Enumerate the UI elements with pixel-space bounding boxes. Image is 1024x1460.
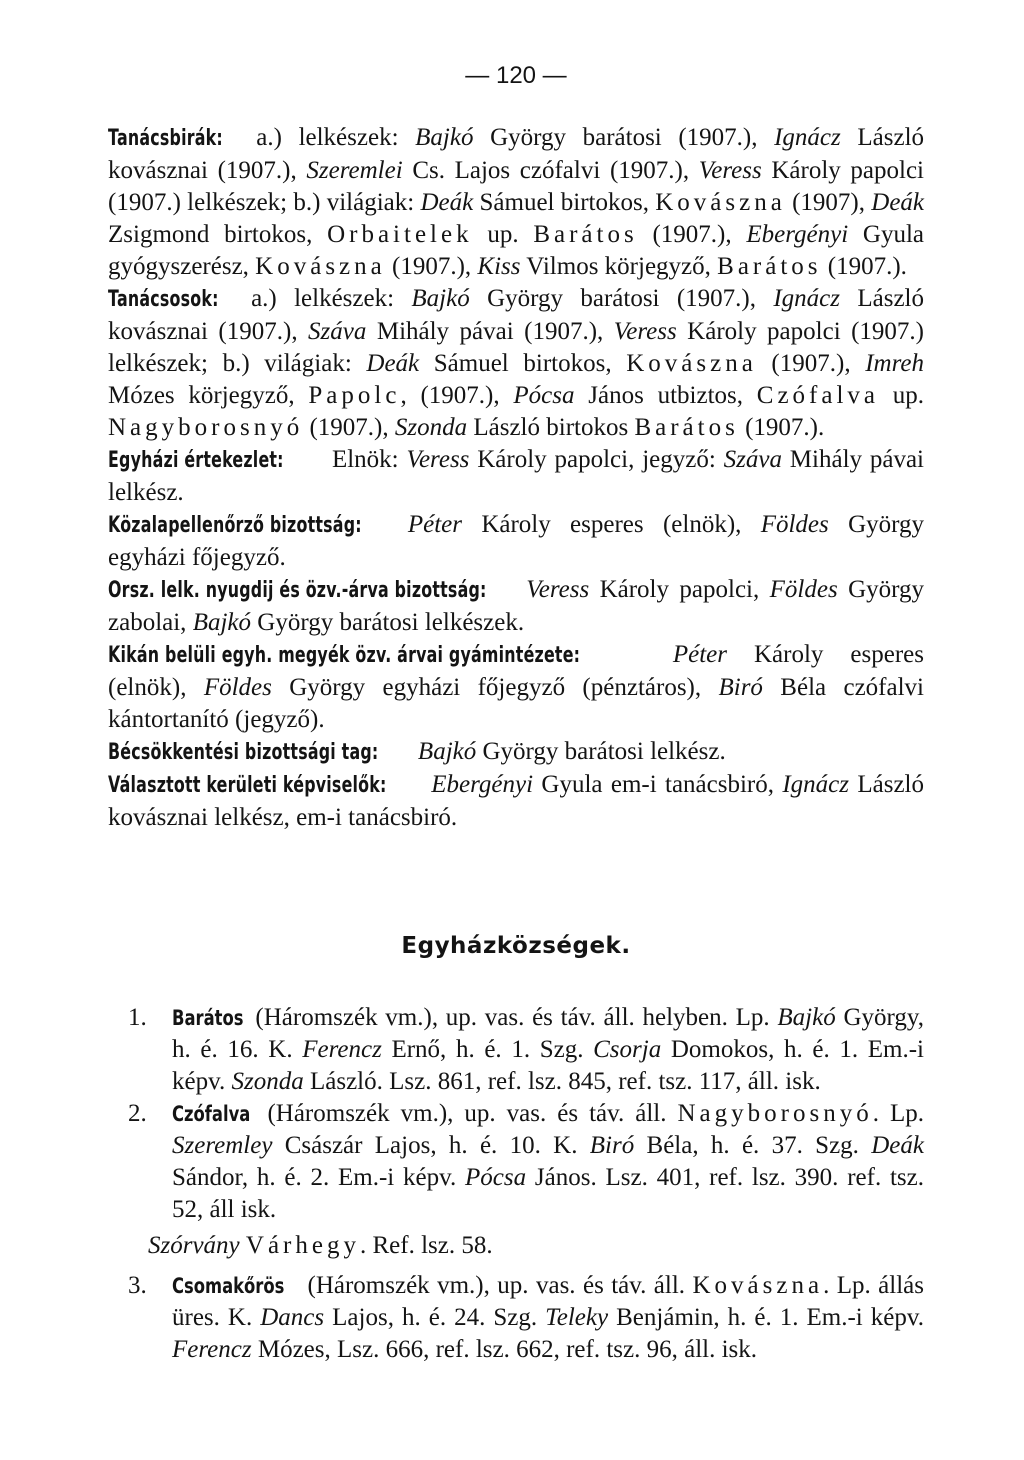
italic-name: Péter bbox=[672, 641, 727, 668]
text-run: (1907), bbox=[785, 189, 872, 216]
text-run bbox=[646, 641, 673, 668]
italic-name: Szeremley bbox=[172, 1132, 273, 1159]
entry-heading: Tanácsbirák: bbox=[108, 126, 223, 151]
italic-name: Száva bbox=[723, 446, 782, 473]
text-run: Károly papolci (1907.) lelkészek; b.) világiak: bbox=[108, 318, 924, 377]
text-run: (1907.), bbox=[756, 350, 866, 377]
text-run: László kovásznai (1907.), bbox=[108, 124, 925, 184]
italic-name: Bajkó bbox=[777, 1004, 836, 1031]
text-run: György barátosi (1907.), bbox=[473, 124, 775, 151]
text-run: a.) lelkészek: bbox=[239, 124, 416, 151]
text-run: Császár Lajos, h. é. 10. K. bbox=[272, 1132, 590, 1159]
text-run: Mihály pávai (1907.), bbox=[366, 318, 614, 345]
text-run: a.) lelkészek: bbox=[233, 285, 412, 312]
text-run: Vilmos körjegyző, bbox=[520, 253, 718, 280]
text-run: (Háromszék vm.), up. vas. és táv. áll. bbox=[300, 1272, 693, 1299]
spaced-place-name: Papolc bbox=[308, 382, 401, 409]
spaced-place-name: Kovászna bbox=[626, 350, 757, 377]
council-entry bbox=[108, 769, 924, 834]
entry-body bbox=[108, 124, 924, 280]
text-run: (Háromszék vm.), up. vas. és táv. áll. bbox=[256, 1100, 678, 1127]
text-run: up. bbox=[879, 382, 925, 409]
text-run: Ernő, h. é. 1. Szg. bbox=[381, 1036, 594, 1063]
text-run: . Lp. állás üres. K. bbox=[172, 1272, 924, 1331]
italic-name: Száva bbox=[308, 318, 367, 345]
italic-name: Ferencz bbox=[302, 1036, 382, 1063]
congregation-text bbox=[172, 1002, 924, 1098]
text-run bbox=[389, 511, 408, 538]
text-run: Gyula em-i tanácsbiró, bbox=[533, 771, 783, 798]
italic-name: Ignácz bbox=[782, 771, 850, 798]
text-run: György barátosi lelkész. bbox=[476, 738, 726, 765]
text-run: , (1907.), bbox=[400, 382, 514, 409]
italic-name: Szórvány bbox=[148, 1232, 240, 1259]
text-run bbox=[516, 576, 526, 603]
text-run: . Lp. bbox=[872, 1100, 924, 1127]
italic-name: Ferencz bbox=[172, 1336, 252, 1363]
italic-name: Ignácz bbox=[773, 285, 841, 312]
text-run: Károly esperes (elnök), bbox=[462, 511, 761, 538]
spaced-place-name: Barátos bbox=[533, 221, 638, 248]
council-entries bbox=[108, 122, 924, 834]
text-run: Mihály pávai lelkész. bbox=[108, 446, 924, 506]
text-run: Sándor, h. é. 2. Em.-i képv. bbox=[172, 1164, 466, 1191]
italic-name: Földes bbox=[769, 576, 838, 603]
congregation-text bbox=[172, 1270, 924, 1366]
text-run: György barátosi (1907.), bbox=[469, 285, 774, 312]
council-entry bbox=[108, 122, 924, 283]
congregation-name: Barátos bbox=[172, 1006, 244, 1030]
text-run: György egyházi főjegyző. bbox=[108, 511, 925, 571]
spaced-place-name: Kovászna bbox=[692, 1272, 824, 1299]
entry-heading: Bécsökkentési bizottsági tag: bbox=[108, 740, 379, 765]
italic-name: Dancs bbox=[260, 1304, 325, 1331]
spaced-place-name: Nagyborosnyó bbox=[108, 414, 304, 441]
council-entry bbox=[108, 509, 924, 574]
entry-heading: Egyházi értekezlet: bbox=[108, 448, 284, 473]
page-number: — 120 — bbox=[465, 62, 567, 89]
italic-name: Csorja bbox=[593, 1036, 662, 1063]
congregation-text bbox=[172, 1098, 924, 1226]
italic-name: Deák bbox=[420, 189, 474, 216]
spaced-place-name: Kovászna bbox=[255, 253, 386, 280]
spaced-place-name: Orbaitelek bbox=[327, 221, 473, 248]
congregation-list bbox=[108, 1002, 924, 1366]
entry-heading: Tanácsosok: bbox=[108, 287, 219, 312]
text-run bbox=[423, 771, 431, 798]
text-run: György, h. é. 16. K. bbox=[172, 1004, 925, 1063]
italic-name: Bajkó bbox=[192, 609, 252, 636]
text-run: László. Lsz. 861, ref. lsz. 845, ref. tsz. 117, áll. isk. bbox=[303, 1068, 821, 1095]
text-run: László kovásznai (1907.), bbox=[108, 285, 925, 345]
text-run: Cs. Lajos czófalvi (1907.), bbox=[402, 157, 699, 184]
congregation-item bbox=[108, 1098, 924, 1226]
italic-name: Biró bbox=[718, 674, 763, 701]
italic-name: Veress bbox=[613, 318, 677, 345]
italic-name: Veress bbox=[406, 446, 470, 473]
text-run: Mózes körjegyző, bbox=[108, 382, 309, 409]
italic-name: Deák bbox=[366, 350, 420, 377]
congregation-number: 3. bbox=[128, 1272, 147, 1299]
italic-name: Bajkó bbox=[417, 738, 477, 765]
council-entry bbox=[108, 639, 924, 736]
council-entry bbox=[108, 736, 924, 769]
entry-body bbox=[108, 285, 924, 441]
italic-name: Imreh bbox=[865, 350, 924, 377]
council-entry bbox=[108, 444, 924, 509]
text-run: Domokos, h. é. 1. Em.-i képv. bbox=[172, 1036, 924, 1095]
congregation-item bbox=[108, 1270, 924, 1366]
congregation-number: 1. bbox=[128, 1004, 147, 1031]
italic-name: Veress bbox=[526, 576, 590, 603]
italic-name: Teleky bbox=[545, 1304, 609, 1331]
entry-heading: Közalapellenőrző bizottság: bbox=[108, 513, 362, 538]
italic-name: Szonda bbox=[394, 414, 468, 441]
text-run: Károly papolci, jegyző: bbox=[469, 446, 724, 473]
congregation-name: Csomakőrös bbox=[172, 1274, 285, 1298]
italic-name: Pócsa bbox=[513, 382, 575, 409]
text-run: Elnök: bbox=[324, 446, 407, 473]
text-run: (1907.), bbox=[385, 253, 478, 280]
italic-name: Pócsa bbox=[465, 1164, 527, 1191]
spaced-place-name: Kovászna bbox=[655, 189, 786, 216]
italic-name: Ignácz bbox=[774, 124, 841, 151]
entry-heading: Kikán belüli egyh. megyék özv. árvai gyámintézete: bbox=[108, 643, 581, 668]
text-run: László birtokos bbox=[467, 414, 635, 441]
text-run: György zabolai, bbox=[108, 576, 924, 636]
italic-name: Szonda bbox=[231, 1068, 304, 1095]
italic-name: Bajkó bbox=[411, 285, 470, 312]
text-run: up. bbox=[472, 221, 534, 248]
italic-name: Péter bbox=[407, 511, 462, 538]
spaced-place-name: Czófalva bbox=[756, 382, 879, 409]
entry-heading: Választott kerületi képviselők: bbox=[108, 773, 387, 798]
scattered-members-line bbox=[108, 1230, 924, 1262]
text-run: . Ref. lsz. 58. bbox=[359, 1232, 493, 1259]
text-run: Lajos, h. é. 24. Szg. bbox=[324, 1304, 546, 1331]
text-run: Károly papolci (1907.) lelkészek; b.) világiak: bbox=[108, 157, 924, 216]
entry-heading: Orsz. lelk. nyugdij és özv.-árva bizottság: bbox=[108, 578, 487, 603]
italic-name: Földes bbox=[760, 511, 829, 538]
italic-name: Szeremlei bbox=[306, 157, 403, 184]
spaced-place-name: Várhegy bbox=[245, 1232, 360, 1259]
section-title: Egyházközségek. bbox=[401, 933, 631, 959]
spaced-place-name: Barátos bbox=[717, 253, 822, 280]
text-run: Károly esperes (elnök), bbox=[108, 641, 924, 701]
congregation-name: Czófalva bbox=[172, 1102, 251, 1126]
text-run: Béla, h. é. 37. Szg. bbox=[634, 1132, 872, 1159]
entry-body bbox=[412, 738, 726, 765]
text-run: Benjámin, h. é. 1. Em.-i képv. bbox=[608, 1304, 924, 1331]
text-run: Károly papolci, bbox=[589, 576, 770, 603]
congregation-item bbox=[108, 1002, 924, 1098]
italic-name: Földes bbox=[203, 674, 272, 701]
text-run: Zsigmond birtokos, bbox=[108, 221, 328, 248]
text-run: László kovásznai lelkész, em-i tanácsbiró. bbox=[108, 771, 924, 831]
council-entry bbox=[108, 574, 924, 639]
italic-name: Kiss bbox=[477, 253, 521, 280]
italic-name: Veress bbox=[698, 157, 762, 184]
text-run: (Háromszék vm.), up. vas. és táv. áll. helyben. Lp. bbox=[247, 1004, 778, 1031]
italic-name: Deák bbox=[871, 1132, 924, 1159]
text-run: (1907.), bbox=[303, 414, 395, 441]
text-run: Béla czófalvi kántortanító (jegyző). bbox=[108, 674, 924, 733]
text-run: Sámuel birtokos, bbox=[473, 189, 656, 216]
spaced-place-name: Nagyborosnyó bbox=[677, 1100, 873, 1127]
text-run: György egyházi főjegyző (pénztáros), bbox=[271, 674, 719, 701]
text-run: (1907.), bbox=[637, 221, 747, 248]
text-run: Sámuel birtokos, bbox=[419, 350, 627, 377]
text-run: Mózes, Lsz. 666, ref. lsz. 662, ref. tsz. 96, áll. isk. bbox=[251, 1336, 758, 1363]
text-run: János utbiztos, bbox=[574, 382, 757, 409]
text-run: János. Lsz. 401, ref. lsz. 390. ref. tsz. 52, áll isk. bbox=[172, 1164, 924, 1223]
italic-name: Biró bbox=[589, 1132, 635, 1159]
italic-name: Ebergényi bbox=[431, 771, 534, 798]
text-run: György barátosi lelkészek. bbox=[251, 609, 525, 636]
text-run: (1907.). bbox=[738, 414, 825, 441]
text-run: (1907.). bbox=[821, 253, 907, 280]
council-entry bbox=[108, 283, 924, 444]
italic-name: Bajkó bbox=[415, 124, 474, 151]
italic-name: Deák bbox=[871, 189, 925, 216]
spaced-place-name: Barátos bbox=[634, 414, 739, 441]
text-run: Gyula gyógyszerész, bbox=[108, 221, 924, 280]
italic-name: Ebergényi bbox=[746, 221, 849, 248]
congregation-number: 2. bbox=[128, 1100, 147, 1127]
